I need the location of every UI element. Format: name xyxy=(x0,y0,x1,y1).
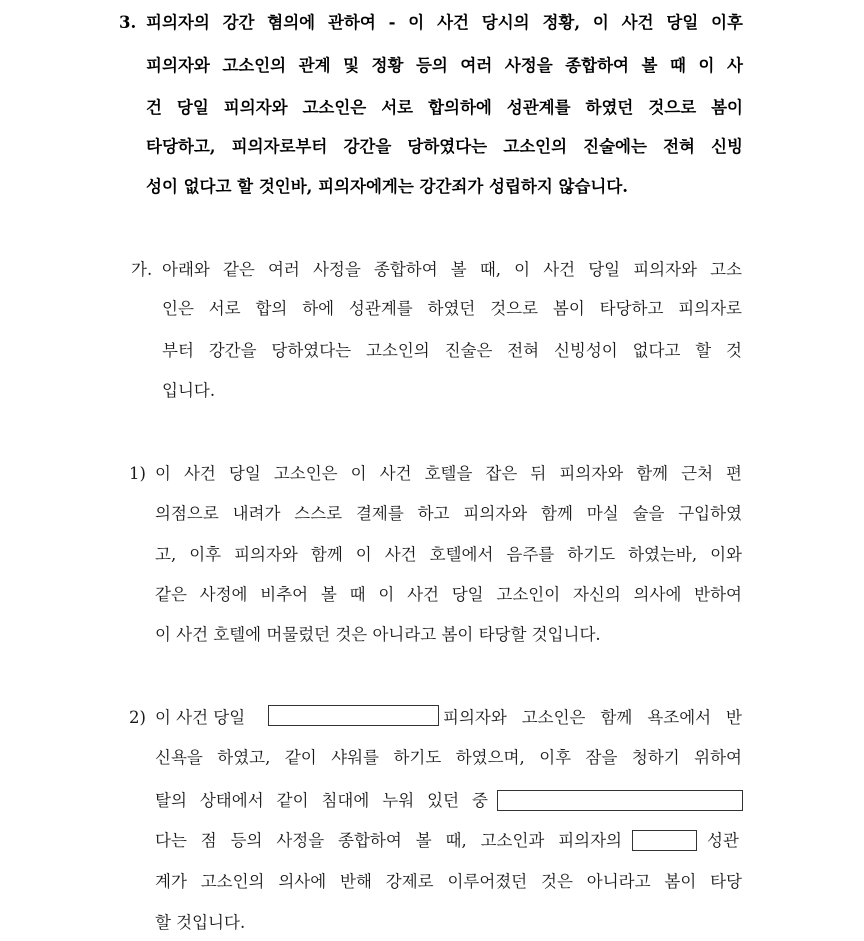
item-1-line-4: 같은 사정에 비추어 볼 때 이 사건 당일 고소인이 자신의 의사에 반하여 xyxy=(155,585,742,604)
section-ga-marker: 가. xyxy=(131,260,153,279)
item-2-line-4-a: 다는 점 등의 사정을 종합하여 볼 때, 고소인과 피의자의 xyxy=(155,831,622,850)
item-1-line-2: 의점으로 내려가 스스로 결제를 하고 피의자와 함께 마실 술을 구입하였 xyxy=(155,504,742,523)
redaction-box xyxy=(268,705,439,726)
item-2-line-1-b: 피의자와 고소인은 함께 욕조에서 반 xyxy=(443,708,742,727)
section-3-line-5: 성이 없다고 할 것인바, 피의자에게는 강간죄가 성립하지 않습니다. xyxy=(146,177,629,196)
section-ga-line-4: 입니다. xyxy=(162,381,216,400)
section-3-line-4: 타당하고, 피의자로부터 강간을 당하였다는 고소인의 진술에는 전혀 신빙 xyxy=(146,137,743,156)
item-1-line-1: 이 사건 당일 고소인은 이 사건 호텔을 잡은 뒤 피의자와 함께 근처 편 xyxy=(155,464,742,483)
section-3-line-3: 건 당일 피의자와 고소인은 서로 합의하에 성관계를 하였던 것으로 봄이 xyxy=(146,98,743,117)
item-2-line-6: 할 것입니다. xyxy=(155,913,246,932)
section-ga-line-2: 인은 서로 합의 하에 성관계를 하였던 것으로 봄이 타당하고 피의자로 xyxy=(162,299,742,318)
item-2-line-3-a: 탈의 상태에서 같이 침대에 누워 있던 중 xyxy=(155,791,488,810)
section-3-line-1: 피의자의 강간 혐의에 관하여 - 이 사건 당시의 정황, 이 사건 당일 이후 xyxy=(146,13,743,32)
item-2-marker: 2) xyxy=(129,708,146,727)
redaction-box xyxy=(497,790,743,811)
redaction-box xyxy=(632,830,697,851)
section-3-number: 3. xyxy=(119,13,137,32)
section-ga-line-3: 부터 강간을 당하였다는 고소인의 진술은 전혀 신빙성이 없다고 할 것 xyxy=(162,341,742,360)
item-2-line-5: 계가 고소인의 의사에 반해 강제로 이루어졌던 것은 아니라고 봄이 타당 xyxy=(155,872,742,891)
item-2-line-2: 신욕을 하였고, 같이 샤워를 하기도 하였으며, 이후 잠을 청하기 위하여 xyxy=(155,748,742,767)
section-ga-line-1: 아래와 같은 여러 사정을 종합하여 볼 때, 이 사건 당일 피의자와 고소 xyxy=(162,260,742,279)
item-2-line-4-b: 성관 xyxy=(707,831,739,850)
item-1-line-5: 이 사건 호텔에 머물렀던 것은 아니라고 봄이 타당할 것입니다. xyxy=(155,625,601,644)
item-2-line-1-a: 이 사건 당일 xyxy=(155,708,246,727)
item-1-line-3: 고, 이후 피의자와 함께 이 사건 호텔에서 음주를 하기도 하였는바, 이와 xyxy=(155,545,742,564)
section-3-line-2: 피의자와 고소인의 관계 및 정황 등의 여러 사정을 종합하여 볼 때 이 사 xyxy=(146,56,743,75)
item-1-marker: 1) xyxy=(129,464,146,483)
